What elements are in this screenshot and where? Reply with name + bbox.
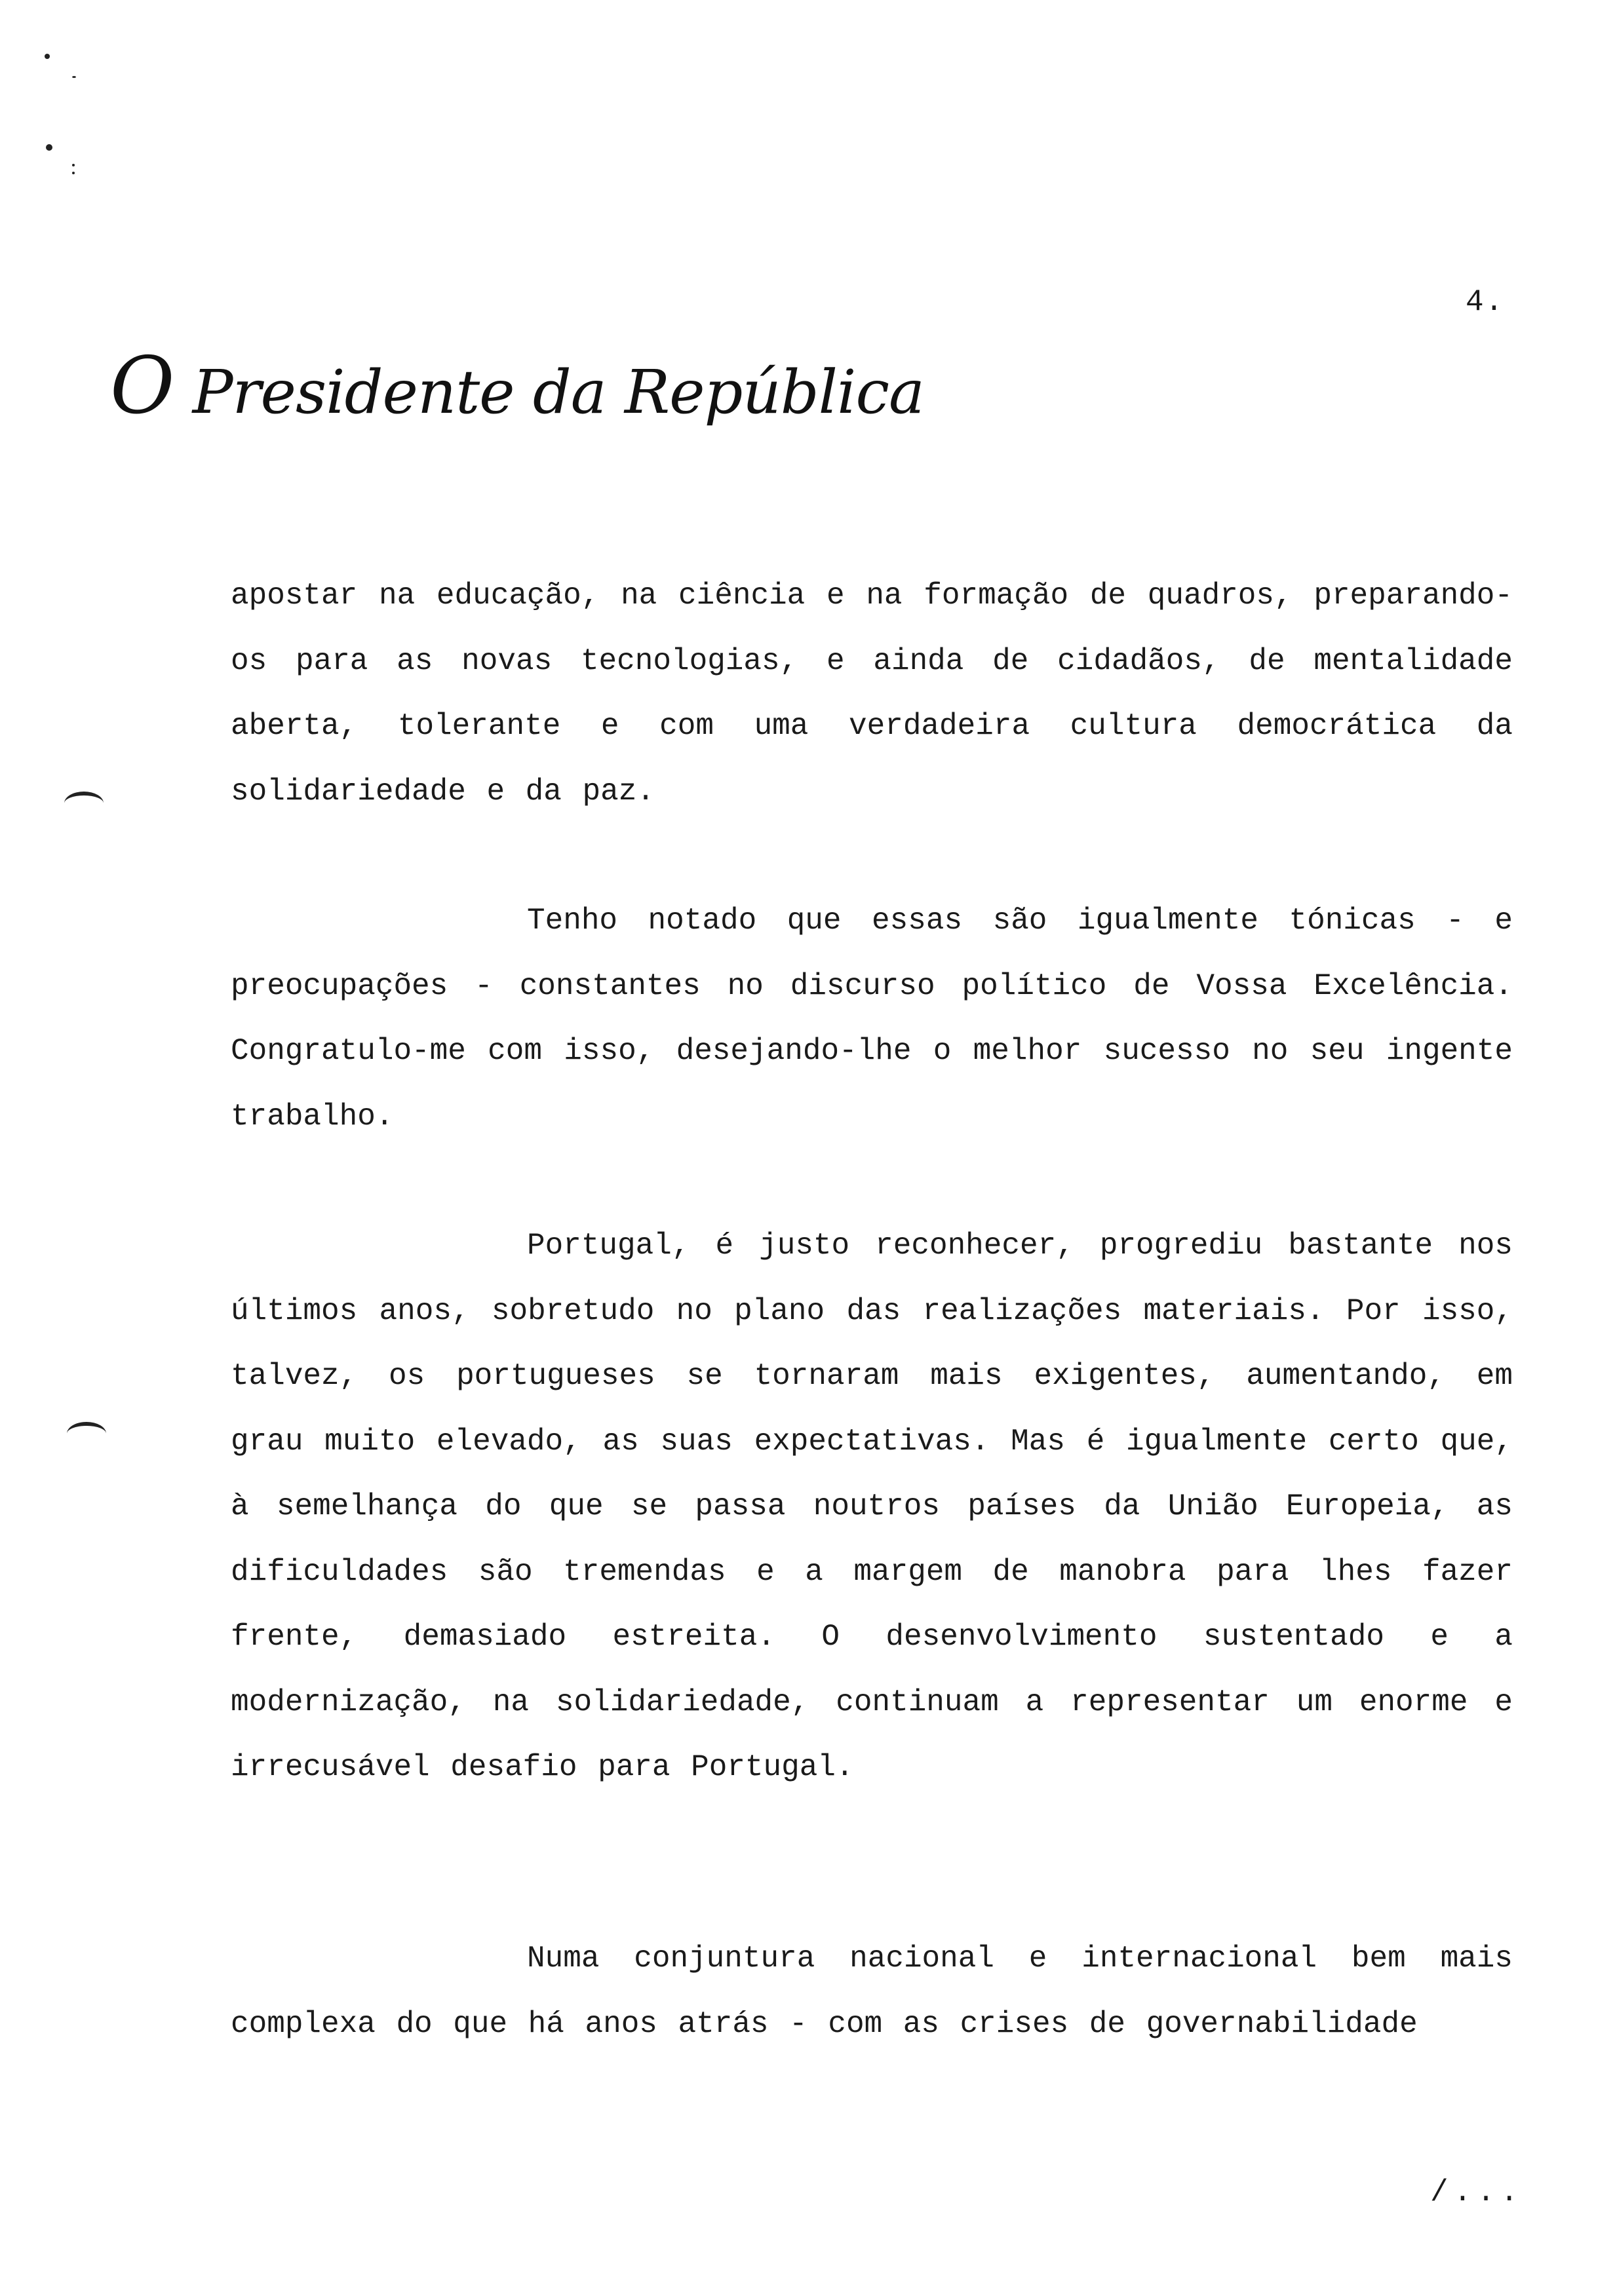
page-number: 4.	[1466, 285, 1505, 319]
body-paragraph-3	[231, 1214, 1513, 1801]
paragraph-text: apostar na educação, na ciência e na formação de quadros, preparando-os para as novas tecnologias, e ainda de cidadãos, de mentalidade aberta, tolerante e com uma verdadeira cultura democrática da solidariedade e da paz.	[231, 579, 1513, 809]
body-paragraph-1	[231, 564, 1513, 824]
letterhead-initial: O	[110, 341, 174, 432]
continuation-mark: /...	[1430, 2175, 1524, 2210]
scan-speck	[72, 76, 76, 78]
hole-punch-mark	[64, 792, 104, 815]
scan-speck	[45, 54, 50, 59]
scan-speck	[72, 172, 75, 174]
paragraph-text: Portugal, é justo reconhecer, progrediu bastante nos últimos anos, sobretudo no plano das realizações materiais. Por isso, talvez, os portugueses se tornaram mais exigentes, aumentando, em grau muito elevado, as suas expectativas. Mas é igualmente certo que, à semelhança do que se passa noutros países da União Europeia, as dificuldades são tremendas e a margem de manobra para lhes fazer frente, demasiado estreita. O desenvolvimento sustentado e a modernização, na solidariedade, continuam a representar um enorme e irrecusável desafio para Portugal.	[231, 1229, 1513, 1784]
letterhead	[110, 341, 924, 432]
paragraph-text: Tenho notado que essas são igualmente tónicas - e preocupações - constantes no discurso político de Vossa Excelência. Congratulo-me com isso, desejando-lhe o melhor sucesso no seu ingente trabalho.	[231, 904, 1513, 1134]
body-paragraph-2	[231, 889, 1513, 1149]
body-paragraph-4	[231, 1926, 1513, 2057]
hole-punch-mark	[67, 1422, 106, 1445]
scan-speck	[72, 164, 75, 166]
letterhead-title: Presidente da República	[192, 357, 924, 427]
scan-speck	[46, 144, 52, 151]
paragraph-text: Numa conjuntura nacional e internacional bem mais complexa do que há anos atrás - com as crises de governabilidade	[231, 1942, 1513, 2041]
